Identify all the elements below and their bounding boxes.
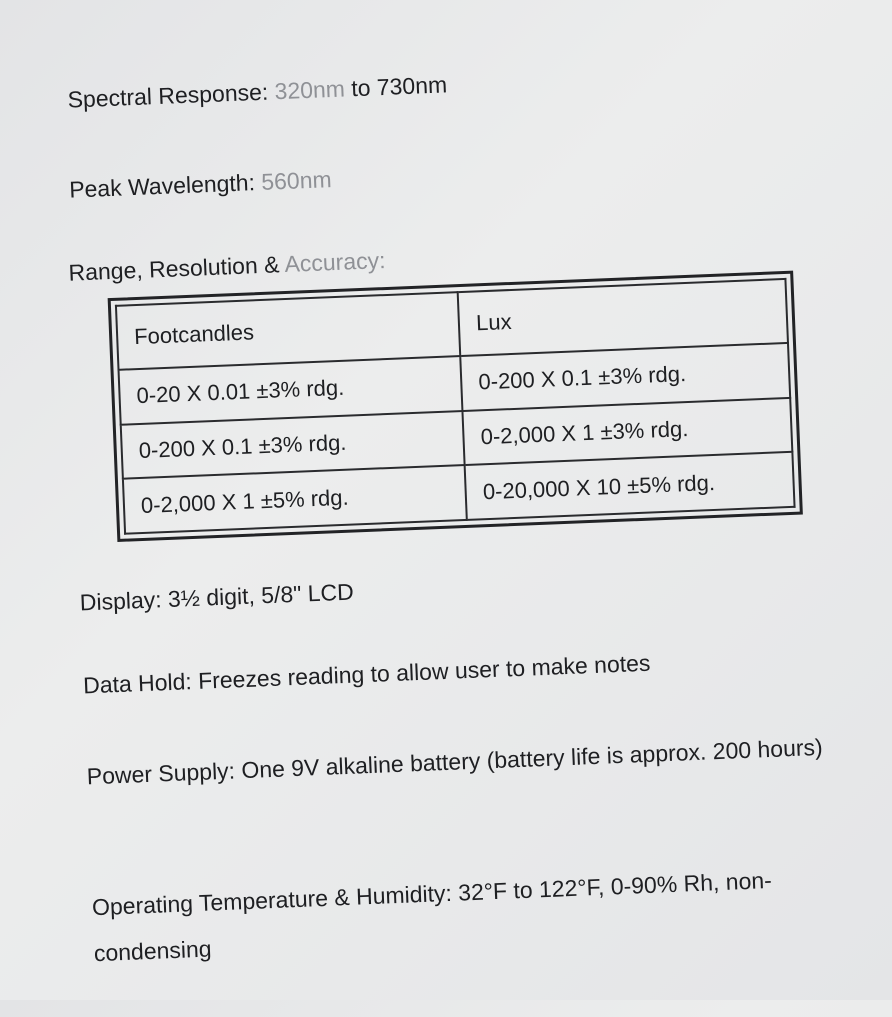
peak-wavelength-label: Peak Wavelength: bbox=[68, 169, 256, 203]
range-table bbox=[115, 278, 796, 535]
range-table-frame bbox=[108, 271, 803, 542]
range-resolution-accuracy-heading bbox=[68, 247, 386, 287]
operating-conditions-spec: Operating Temperature & Humidity: 32°F to 122°F, 0-90% Rh, non-condensing bbox=[91, 867, 773, 967]
spectral-response-line bbox=[67, 71, 448, 113]
table-cell: 0-2,000 X 1 ±5% rdg. bbox=[123, 465, 467, 533]
table-cell: 0-200 X 0.1 ±3% rdg. bbox=[460, 343, 790, 411]
spectral-response-end: to 730nm bbox=[344, 71, 448, 102]
range-heading-text: Range, Resolution & bbox=[68, 251, 286, 286]
power-supply-spec: Power Supply: One 9V alkaline battery (battery life is approx. 200 hours) bbox=[86, 733, 824, 790]
table-cell: 0-200 X 0.1 ±3% rdg. bbox=[121, 411, 465, 479]
header-lux: Lux bbox=[458, 279, 788, 356]
peak-wavelength-line bbox=[69, 166, 332, 204]
spectral-response-start: 320nm bbox=[274, 75, 346, 105]
table-cell: 0-20,000 X 10 ±5% rdg. bbox=[465, 452, 795, 520]
peak-wavelength-value: 560nm bbox=[260, 166, 333, 195]
header-footcandles: Footcandles bbox=[116, 292, 460, 370]
data-hold-spec: Data Hold: Freezes reading to allow user to make notes bbox=[82, 649, 651, 699]
display-spec: Display: 3½ digit, 5/8" LCD bbox=[79, 578, 355, 616]
spectral-response-label: Spectral Response: bbox=[67, 78, 269, 113]
range-heading-faded: Accuracy: bbox=[283, 247, 386, 278]
table-cell: 0-20 X 0.01 ±3% rdg. bbox=[119, 356, 463, 424]
table-cell: 0-2,000 X 1 ±3% rdg. bbox=[463, 397, 793, 465]
